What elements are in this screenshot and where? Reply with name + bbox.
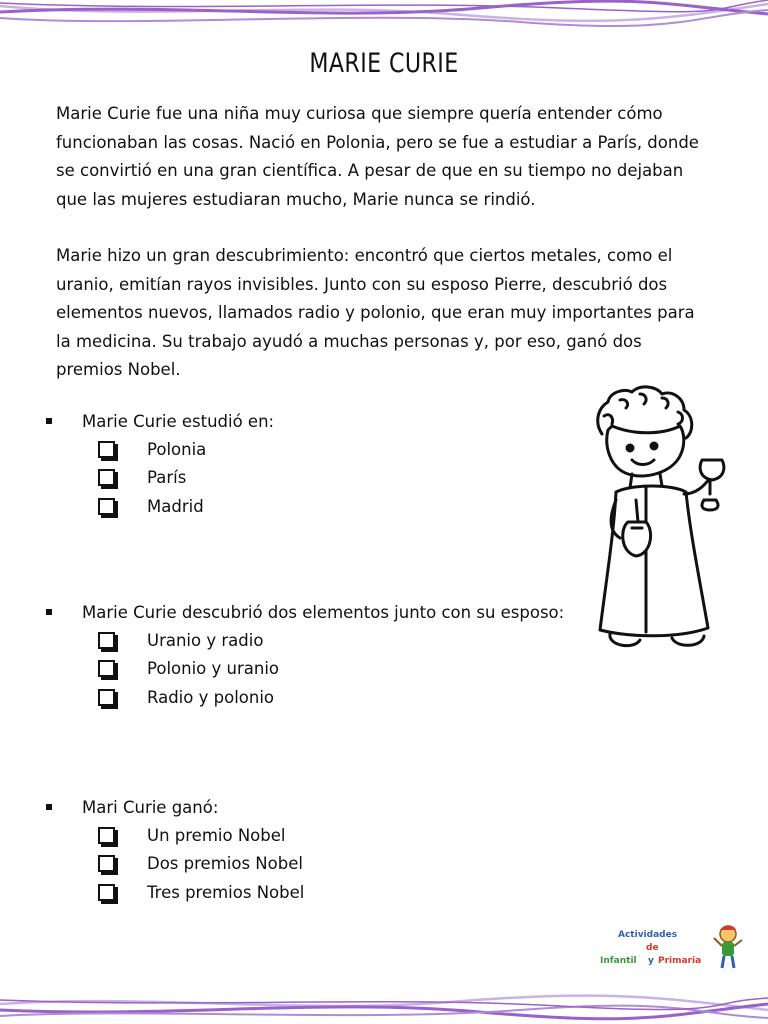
paragraph-1: Marie Curie fue una niña muy curiosa que siempre quería entender cómo funcionaban las cosas. Nació en Polonia, pero se fue a estudiar a París, donde se convirtió en una gran científica. A pesar de que en su tiempo no dejaban que las mujeres estudiaran mucho, Marie nunca se rindió. bbox=[56, 104, 699, 209]
option-label: Un premio Nobel bbox=[147, 825, 286, 845]
logo-line-3a: Infantil bbox=[600, 956, 637, 966]
logo bbox=[596, 922, 746, 974]
checkbox-icon[interactable] bbox=[98, 498, 115, 515]
logo-line-1: Actividades bbox=[618, 930, 678, 940]
marie-curie-illustration bbox=[580, 382, 740, 657]
option-row[interactable] bbox=[46, 878, 586, 907]
bottom-wave-decoration bbox=[0, 974, 768, 1024]
option-row[interactable] bbox=[46, 626, 586, 655]
option-label: Polonio y uranio bbox=[147, 659, 280, 679]
checkbox-icon[interactable] bbox=[98, 884, 115, 901]
checkbox-icon[interactable] bbox=[98, 660, 115, 677]
option-row[interactable] bbox=[46, 683, 586, 712]
option-label: Tres premios Nobel bbox=[147, 882, 305, 902]
question-2 bbox=[46, 598, 586, 712]
option-row[interactable] bbox=[46, 821, 586, 850]
question-text: Mari Curie ganó: bbox=[82, 797, 219, 817]
question-row bbox=[46, 793, 586, 821]
page-title: MARIE CURIE bbox=[309, 48, 459, 79]
question-1 bbox=[46, 407, 586, 521]
checkbox-icon[interactable] bbox=[98, 441, 115, 458]
option-label: Polonia bbox=[147, 439, 207, 459]
logo-line-2: de bbox=[646, 943, 659, 953]
option-label: Radio y polonio bbox=[147, 687, 275, 707]
question-text: Marie Curie descubrió dos elementos junto con su esposo: bbox=[82, 602, 565, 622]
option-row[interactable] bbox=[46, 464, 586, 493]
question-3 bbox=[46, 793, 586, 907]
logo-line-3c: Primaria bbox=[658, 956, 702, 966]
square-bullet-icon bbox=[46, 609, 52, 615]
checkbox-icon[interactable] bbox=[98, 632, 115, 649]
checkbox-icon[interactable] bbox=[98, 827, 115, 844]
top-wave-decoration bbox=[0, 0, 768, 50]
square-bullet-icon bbox=[46, 418, 52, 424]
logo-mascot-icon bbox=[712, 924, 744, 970]
option-label: Uranio y radio bbox=[147, 630, 264, 650]
checkbox-icon[interactable] bbox=[98, 855, 115, 872]
option-label: París bbox=[147, 468, 187, 488]
option-row[interactable] bbox=[46, 655, 586, 684]
logo-line-3b: y bbox=[648, 956, 654, 966]
option-label: Madrid bbox=[147, 496, 204, 516]
square-bullet-icon bbox=[46, 804, 52, 810]
question-row bbox=[46, 407, 586, 435]
paragraph-2: Marie hizo un gran descubrimiento: encontró que ciertos metales, como el uranio, emitían rayos invisibles. Junto con su esposo Pierre, descubrió dos elementos nuevos, llamados radio y polonio, que eran muy importantes para la medicina. Su trabajo ayudó a muchas personas y, por eso, ganó dos premios Nobel. bbox=[56, 246, 695, 379]
option-row[interactable] bbox=[46, 492, 586, 521]
option-row[interactable] bbox=[46, 435, 586, 464]
checkbox-icon[interactable] bbox=[98, 689, 115, 706]
question-text: Marie Curie estudió en: bbox=[82, 411, 275, 431]
question-row bbox=[46, 598, 586, 626]
option-row[interactable] bbox=[46, 850, 586, 879]
checkbox-icon[interactable] bbox=[98, 469, 115, 486]
option-label: Dos premios Nobel bbox=[147, 854, 303, 874]
